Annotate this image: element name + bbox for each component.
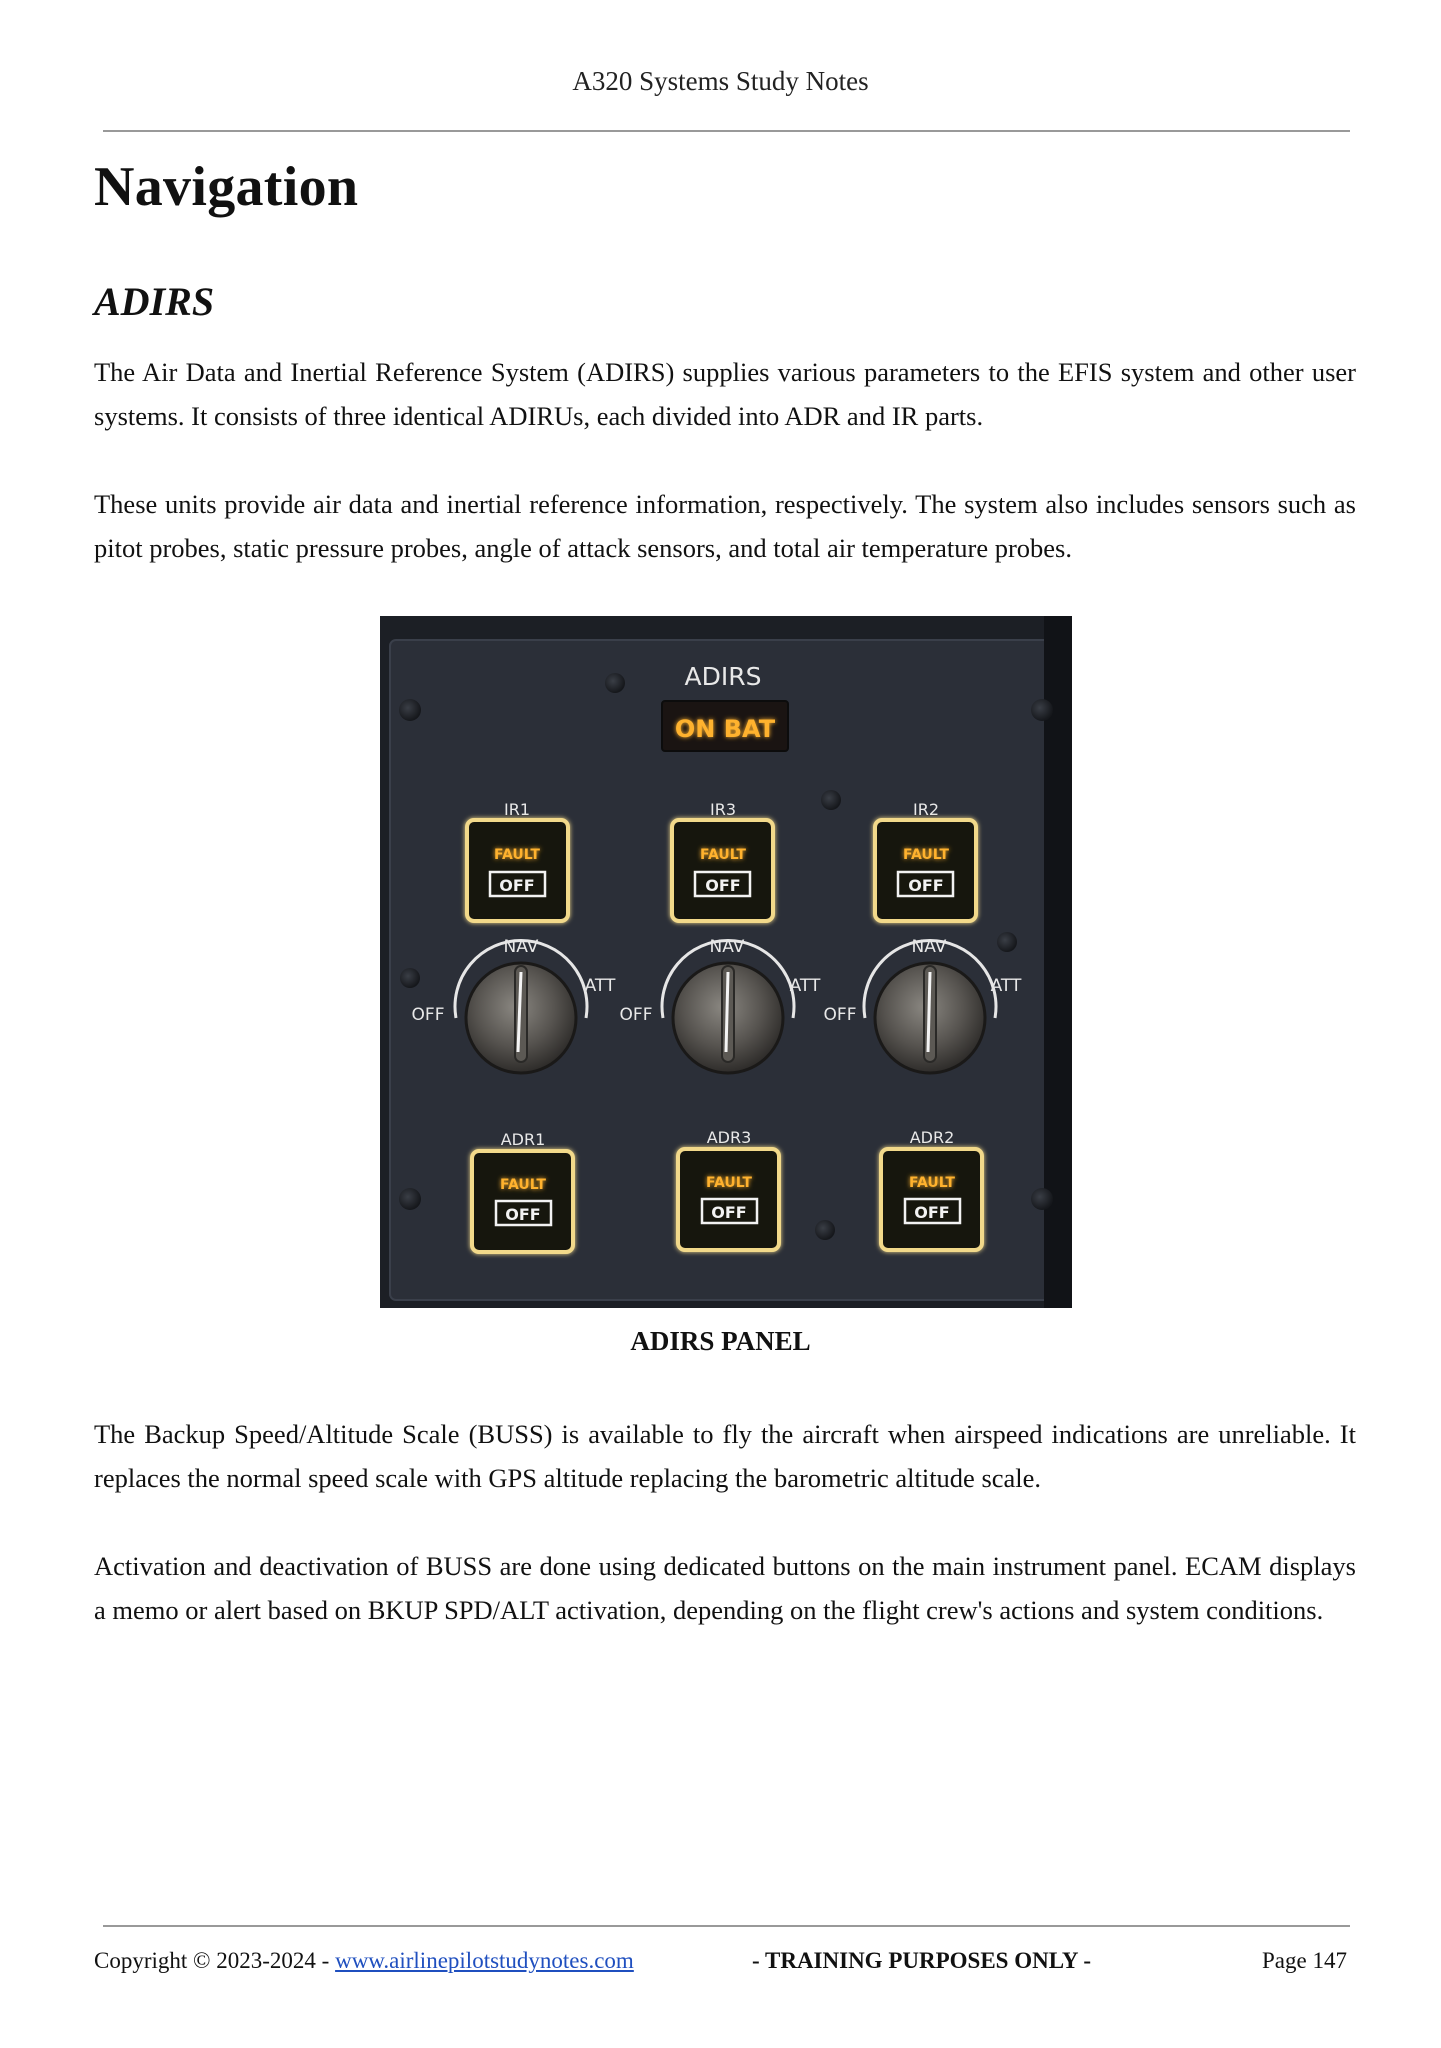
- ir2-off-label: OFF: [823, 1005, 857, 1025]
- paragraph-adirs-intro: The Air Data and Inertial Reference System (ADIRS) supplies various parameters to the EFIS system and other user systems. It consists of three identical ADIRUs, each divided into ADR and IR parts.: [94, 357, 1356, 431]
- paragraph-buss-activation: Activation and deactivation of BUSS are done using dedicated buttons on the main instrument panel. ECAM displays a memo or alert based on BKUP SPD/ALT activation, depending on the flight crew's actions and system conditions.: [94, 1551, 1356, 1625]
- ir2-off-light: OFF: [908, 876, 944, 895]
- adr1-off-light: OFF: [505, 1205, 541, 1224]
- training-notice: - TRAINING PURPOSES ONLY -: [752, 1948, 1092, 1973]
- ir2-pushbutton[interactable]: [875, 800, 976, 921]
- figure-caption: ADIRS PANEL: [630, 1326, 811, 1356]
- ir1-att-label: ATT: [584, 976, 616, 996]
- ir3-off-light: OFF: [705, 876, 741, 895]
- website-link[interactable]: www.airlinepilotstudynotes.com: [335, 1948, 634, 1973]
- paragraph-adirs-sensors: These units provide air data and inertial reference information, respectively. The system also includes sensors such as pitot probes, static pressure probes, angle of attack sensors, and total air temperature probes.: [94, 489, 1356, 563]
- ir3-off-label: OFF: [619, 1005, 653, 1025]
- ir2-att-label: ATT: [990, 976, 1022, 996]
- ir1-pushbutton[interactable]: [467, 800, 568, 921]
- adirs-panel-figure: [380, 616, 1072, 1308]
- ir1-off-light: OFF: [499, 876, 535, 895]
- page-number: Page 147: [1262, 1948, 1347, 1973]
- panel-title-label: ADIRS: [684, 662, 762, 691]
- adr2-fault-light: FAULT: [909, 1175, 955, 1191]
- on-bat-indicator: ON BAT: [674, 715, 776, 743]
- ir1-nav-label: NAV: [503, 937, 539, 957]
- section-heading: ADIRS: [94, 279, 215, 324]
- copyright-text: Copyright © 2023-2024 -: [94, 1948, 336, 1973]
- ir3-nav-label: NAV: [709, 937, 745, 957]
- ir2-fault-light: FAULT: [903, 847, 949, 863]
- footer-copyright: [94, 1948, 634, 1974]
- ir1-off-label: OFF: [411, 1005, 445, 1025]
- footer-divider: [103, 1925, 1350, 1927]
- page-title: Navigation: [94, 156, 359, 218]
- ir2-label: IR2: [912, 800, 940, 819]
- running-header: A320 Systems Study Notes: [572, 66, 869, 96]
- adr2-off-light: OFF: [914, 1203, 950, 1222]
- ir1-fault-light: FAULT: [494, 847, 540, 863]
- ir3-att-label: ATT: [789, 976, 821, 996]
- ir3-pushbutton[interactable]: [672, 800, 773, 921]
- adr3-fault-light: FAULT: [706, 1175, 752, 1191]
- adr1-label: ADR1: [500, 1130, 546, 1149]
- paragraph-buss-intro: The Backup Speed/Altitude Scale (BUSS) is available to fly the aircraft when airspeed indications are unreliable. It replaces the normal speed scale with GPS altitude replacing the barometric altitude scale.: [94, 1419, 1356, 1493]
- adr1-fault-light: FAULT: [500, 1177, 546, 1193]
- adr2-label: ADR2: [909, 1128, 955, 1147]
- header-divider: [103, 130, 1350, 132]
- ir1-label: IR1: [503, 800, 531, 819]
- ir2-nav-label: NAV: [911, 937, 947, 957]
- adr3-off-light: OFF: [711, 1203, 747, 1222]
- adr3-label: ADR3: [706, 1128, 752, 1147]
- ir3-label: IR3: [709, 800, 737, 819]
- ir3-fault-light: FAULT: [700, 847, 746, 863]
